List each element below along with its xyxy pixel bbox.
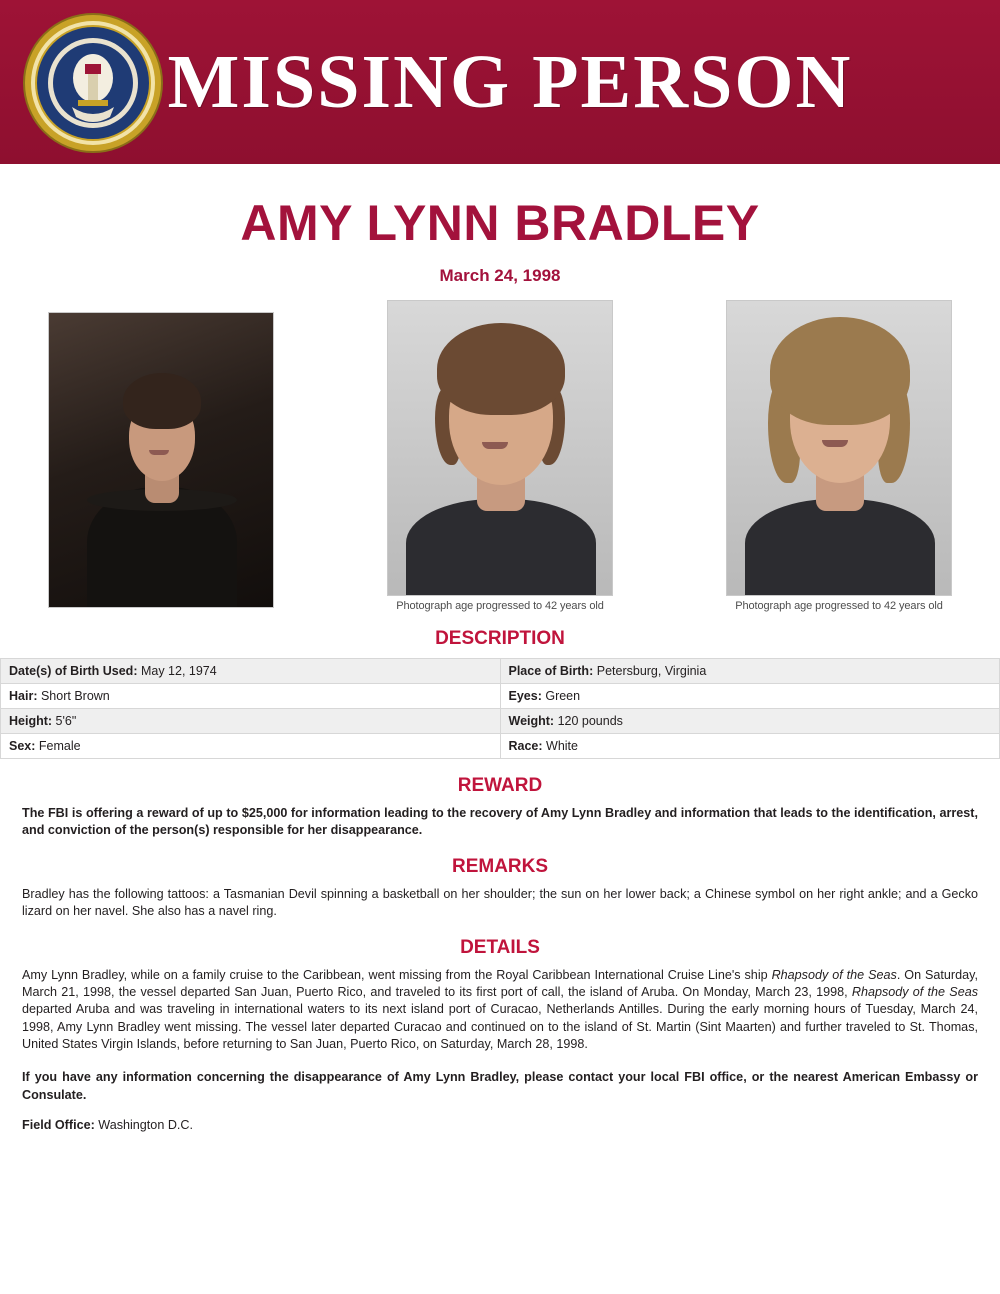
photo-block-1 bbox=[48, 312, 274, 612]
field-value: 5'6" bbox=[55, 714, 77, 728]
field-value: May 12, 1974 bbox=[140, 664, 217, 678]
field-label: Race: bbox=[508, 739, 543, 753]
field-office-value: Washington D.C. bbox=[98, 1118, 194, 1133]
table-cell-hair bbox=[1, 684, 501, 709]
table-row bbox=[1, 709, 1000, 734]
photo-caption-3: Photograph age progressed to 42 years old bbox=[735, 600, 943, 612]
field-label: Sex: bbox=[9, 739, 36, 753]
ship-name-1: Rhapsody of the Seas bbox=[771, 967, 897, 982]
fbi-seal-icon bbox=[22, 12, 164, 154]
photo-original bbox=[48, 312, 274, 608]
field-value: Petersburg, Virginia bbox=[596, 664, 707, 678]
contact-text: If you have any information concerning the disappearance of Amy Lynn Bradley, please contact your local FBI office, or the nearest American Embassy or Consulate. bbox=[22, 1070, 978, 1102]
photo-age-progressed-2 bbox=[726, 300, 952, 596]
field-label: Date(s) of Birth Used: bbox=[9, 664, 138, 678]
table-cell-eyes bbox=[500, 684, 1000, 709]
photo-caption-2: Photograph age progressed to 42 years old bbox=[396, 600, 604, 612]
incident-date: March 24, 1998 bbox=[439, 266, 561, 285]
photo-row bbox=[0, 286, 1000, 612]
remarks-heading: REMARKS bbox=[451, 855, 549, 877]
table-row bbox=[1, 684, 1000, 709]
remarks-text: Bradley has the following tattoos: a Tasmanian Devil spinning a basketball on her shoulder; the sun on her lower back; a Chinese symbol on her right ankle; and a Gecko lizard on her navel. She also has a navel ring. bbox=[22, 886, 978, 919]
table-cell-sex bbox=[1, 734, 501, 759]
person-name: AMY LYNN BRADLEY bbox=[240, 195, 760, 251]
field-label: Place of Birth: bbox=[508, 664, 594, 678]
reward-heading: REWARD bbox=[457, 775, 543, 796]
field-value: White bbox=[546, 739, 578, 753]
field-value: Green bbox=[545, 689, 581, 703]
description-table bbox=[0, 658, 1000, 759]
poster-title: MISSING PERSON bbox=[167, 39, 853, 124]
field-value: 120 pounds bbox=[557, 714, 623, 728]
details-part-3: departed Aruba and was traveling in international waters to its next island port of Curacao, Netherlands Antilles. During the early morning hours of Tuesday, March 24, 1998, Amy Lynn Bradley went missing. The vessel later departed Curacao and continued on to the island of St. Martin (Sint Maarten) and further traveled to St. Thomas, United States Virgin Islands, before returning to San Juan, Puerto Rico, on Saturday, March 28, 1998. bbox=[22, 1002, 978, 1051]
field-value: Female bbox=[38, 739, 81, 753]
photo-age-progressed-1 bbox=[387, 300, 613, 596]
details-text bbox=[22, 967, 978, 1054]
table-cell-dob bbox=[1, 659, 501, 684]
table-cell-pob bbox=[500, 659, 1000, 684]
table-cell-height bbox=[1, 709, 501, 734]
table-row bbox=[1, 734, 1000, 759]
field-office bbox=[22, 1118, 978, 1132]
details-part-1: Amy Lynn Bradley, while on a family cruise to the Caribbean, went missing from the Royal Caribbean International Cruise Line's ship bbox=[22, 967, 772, 982]
details-heading: DETAILS bbox=[460, 936, 540, 958]
photo-block-3 bbox=[726, 300, 952, 612]
reward-text: The FBI is offering a reward of up to $25,000 for information leading to the recovery of Amy Lynn Bradley and information that leads to the identification, arrest, and conviction of the person(s) responsible for her disappearance. bbox=[22, 806, 978, 838]
field-label: Weight: bbox=[508, 714, 555, 728]
table-cell-weight bbox=[500, 709, 1000, 734]
details-part-2: . On Saturday, March 21, 1998, the vessel departed San Juan, Puerto Rico, and traveled to its first port of call, the island of Aruba. On Monday, March 23, 1998, bbox=[22, 967, 978, 999]
field-value: Short Brown bbox=[40, 689, 110, 703]
table-row bbox=[1, 659, 1000, 684]
photo-block-2 bbox=[387, 300, 613, 612]
table-cell-race bbox=[500, 734, 1000, 759]
field-label: Eyes: bbox=[508, 689, 542, 703]
poster-header-banner bbox=[0, 0, 1000, 168]
ship-name-2: Rhapsody of the Seas bbox=[851, 984, 978, 999]
field-label: Height: bbox=[9, 714, 53, 728]
field-office-label: Field Office: bbox=[22, 1118, 95, 1133]
field-label: Hair: bbox=[9, 689, 38, 703]
description-heading: DESCRIPTION bbox=[435, 628, 565, 649]
